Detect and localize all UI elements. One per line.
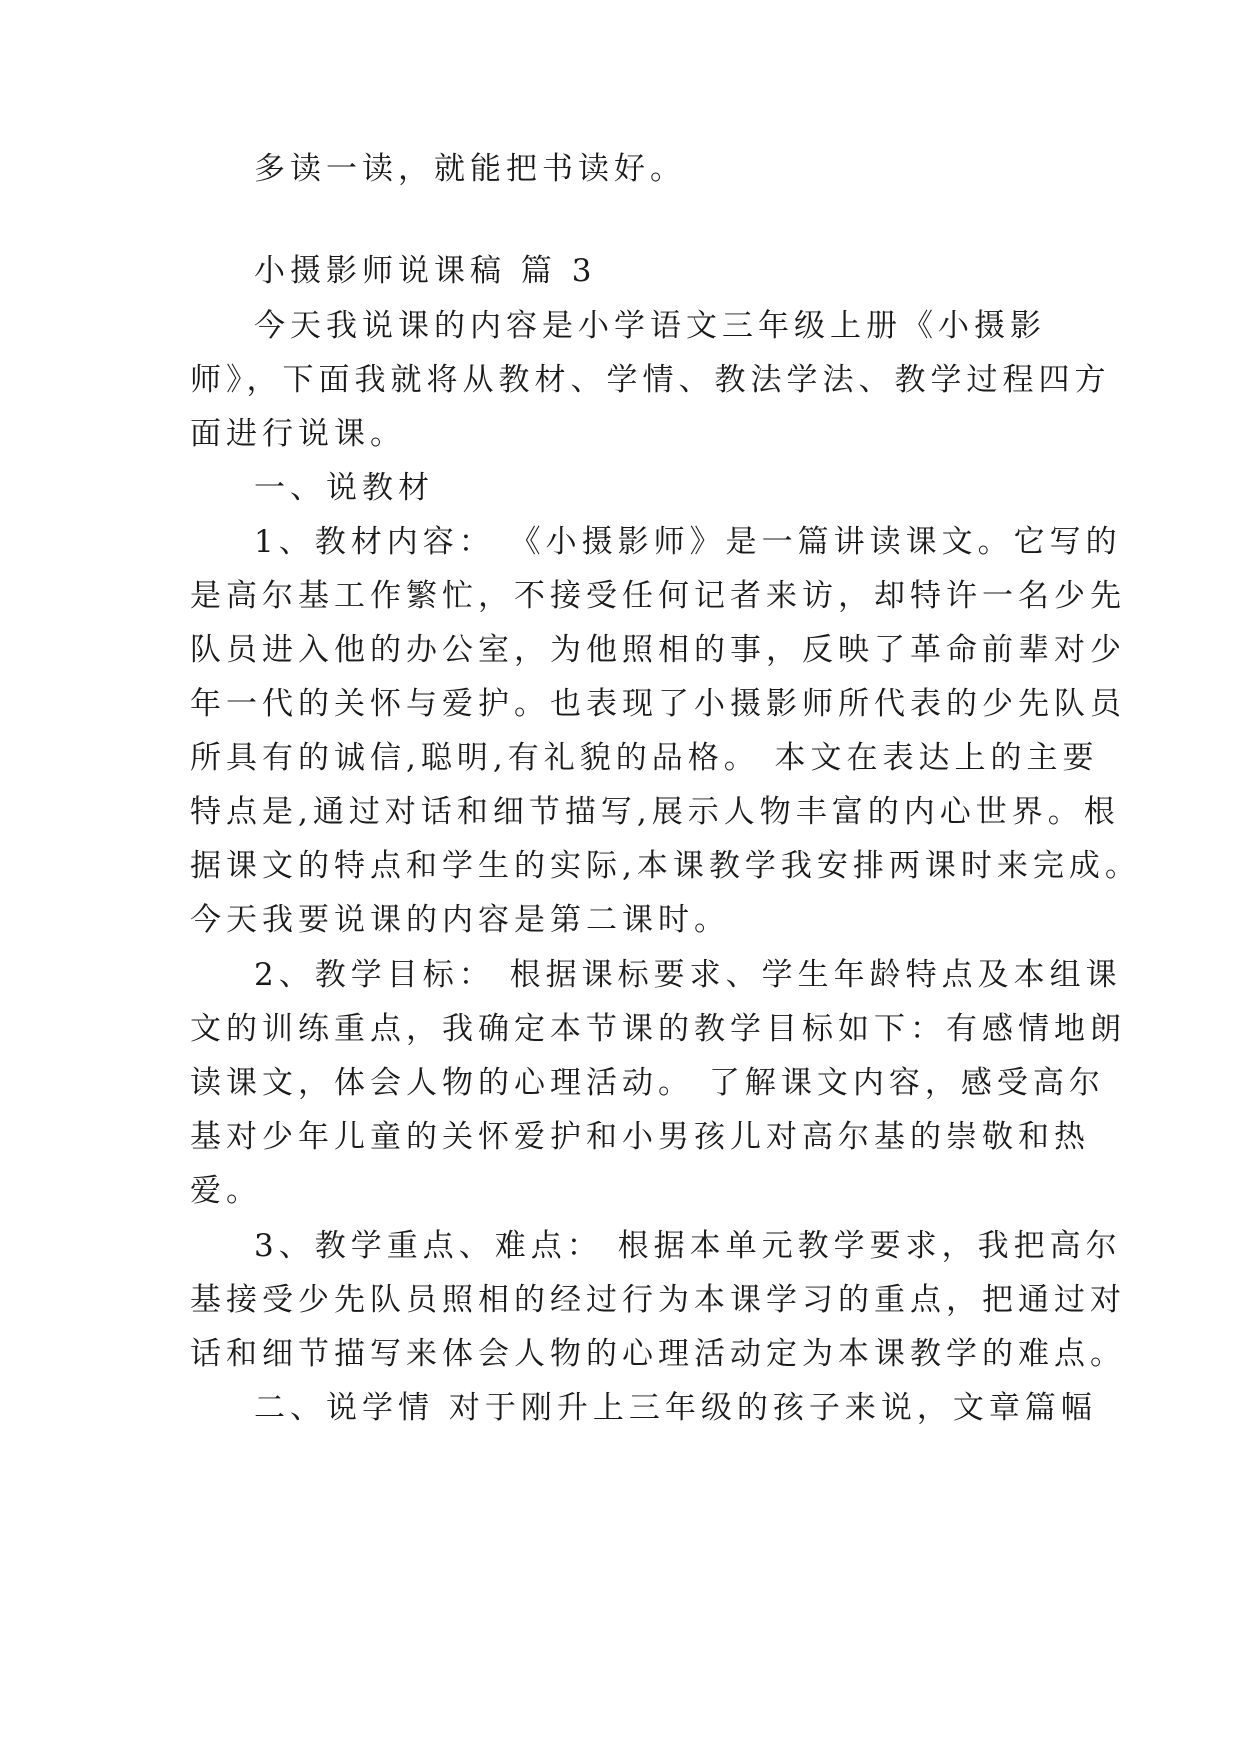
text-line: 读课文，体会人物的心理活动。 了解课文内容，感受高尔 <box>190 1065 1105 1101</box>
text-line: 爱。 <box>190 1173 262 1209</box>
text-line: 文的训练重点，我确定本节课的教学目标如下：有感情地朗 <box>190 1011 1126 1047</box>
text-line: 年一代的关怀与爱护。也表现了小摄影师所代表的少先队员 <box>190 686 1126 722</box>
text-line: 队员进入他的办公室，为他照相的事，反映了革命前辈对少 <box>190 632 1126 668</box>
text-line: 所具有的诚信,聪明,有礼貌的品格。 本文在表达上的主要 <box>190 740 1099 776</box>
text-line: 据课文的特点和学生的实际,本课教学我安排两课时来完成。 <box>190 848 1141 884</box>
text-line: 面进行说课。 <box>190 416 406 452</box>
subheading: 一、说教材 <box>254 470 434 506</box>
text-line: 特点是,通过对话和细节描写,展示人物丰富的内心世界。根 <box>190 794 1120 830</box>
text-line: 师》，下面我就将从教材、学情、教法学法、教学过程四方 <box>190 362 1111 398</box>
text-line: 是高尔基工作繁忙，不接受任何记者来访，却特许一名少先 <box>190 578 1126 614</box>
text-line: 今天我要说课的内容是第二课时。 <box>190 902 730 938</box>
text-line: 二、说学情 对于刚升上三年级的孩子来说，文章篇幅 <box>254 1390 1097 1426</box>
text-line: 1、教材内容： 《小摄影师》是一篇讲读课文。它写的 <box>254 524 1122 560</box>
text-line: 今天我说课的内容是小学语文三年级上册《小摄影 <box>254 308 1046 344</box>
text-line: 基接受少先队员照相的经过行为本课学习的重点，把通过对 <box>190 1282 1126 1318</box>
text-line: 3、教学重点、难点： 根据本单元教学要求，我把高尔 <box>254 1228 1122 1264</box>
text-line: 2、教学目标： 根据课标要求、学生年龄特点及本组课 <box>254 957 1122 993</box>
section-heading: 小摄影师说课稿 篇 3 <box>254 253 597 289</box>
text-line: 多读一读，就能把书读好。 <box>254 151 686 187</box>
text-line: 话和细节描写来体会人物的心理活动定为本课教学的难点。 <box>190 1336 1126 1372</box>
text-line: 基对少年儿童的关怀爱护和小男孩儿对高尔基的崇敬和热 <box>190 1119 1090 1155</box>
